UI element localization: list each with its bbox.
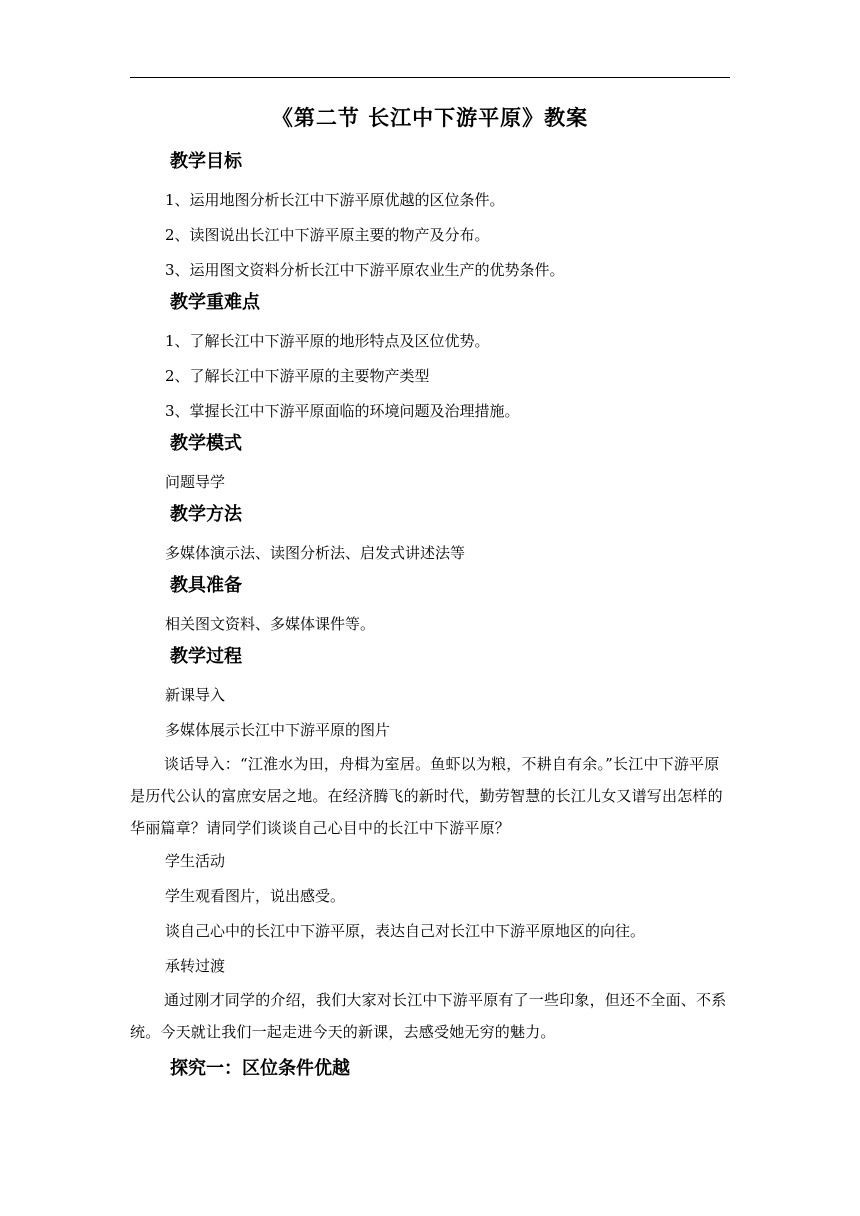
document-body xyxy=(130,147,732,1090)
transition-label: 承转过渡 xyxy=(165,957,226,975)
activity-label: 学生活动 xyxy=(165,852,226,870)
intro-paragraph: 谈话导入：“江淮水为田，舟楫为室居。鱼虾以为粮，不耕自有余。”长江中下游平原是历代公认的富庶安居之地。在经济腾飞的新时代，勤劳智慧的长江儿女又谱写出怎样的华丽篇章？请同学们谈谈自己心目中的长江中下游平原？ xyxy=(130,755,723,837)
heading-process: 教学过程 xyxy=(170,646,242,667)
key-point-item: 2、了解长江中下游平原的主要物产类型 xyxy=(165,367,430,385)
activity-item: 学生观看图片，说出感受。 xyxy=(165,887,346,905)
heading-methods: 教学方法 xyxy=(170,504,242,525)
methods-text: 多媒体演示法、读图分析法、启发式讲述法等 xyxy=(165,544,466,562)
heading-tools: 教具准备 xyxy=(170,575,242,596)
heading-objectives: 教学目标 xyxy=(170,151,242,172)
intro-media: 多媒体展示长江中下游平原的图片 xyxy=(165,721,391,739)
intro-label: 新课导入 xyxy=(165,686,226,704)
header-rule xyxy=(130,77,730,78)
objective-item: 2、读图说出长江中下游平原主要的物产及分布。 xyxy=(165,226,490,244)
objective-item: 1、运用地图分析长江中下游平原优越的区位条件。 xyxy=(165,191,505,209)
mode-text: 问题导学 xyxy=(165,473,226,491)
document-title: 《第二节 长江中下游平原》教案 xyxy=(271,106,589,130)
key-point-item: 1、了解长江中下游平原的地形特点及区位优势。 xyxy=(165,332,490,350)
transition-paragraph: 通过刚才同学的介绍，我们大家对长江中下游平原有了一些印象，但还不全面、不系统。今天就让我们一起走进今天的新课，去感受她无穷的魅力。 xyxy=(130,991,727,1041)
heading-inquiry-1: 探究一：区位条件优越 xyxy=(170,1058,350,1079)
objective-item: 3、运用图文资料分析长江中下游平原农业生产的优势条件。 xyxy=(165,261,565,279)
key-point-item: 3、掌握长江中下游平原面临的环境问题及治理措施。 xyxy=(165,402,520,420)
heading-key-points: 教学重难点 xyxy=(170,292,260,313)
tools-text: 相关图文资料、多媒体课件等。 xyxy=(165,615,376,633)
heading-mode: 教学模式 xyxy=(170,433,242,454)
activity-item: 谈自己心中的长江中下游平原，表达自己对长江中下游平原地区的向往。 xyxy=(165,922,646,940)
